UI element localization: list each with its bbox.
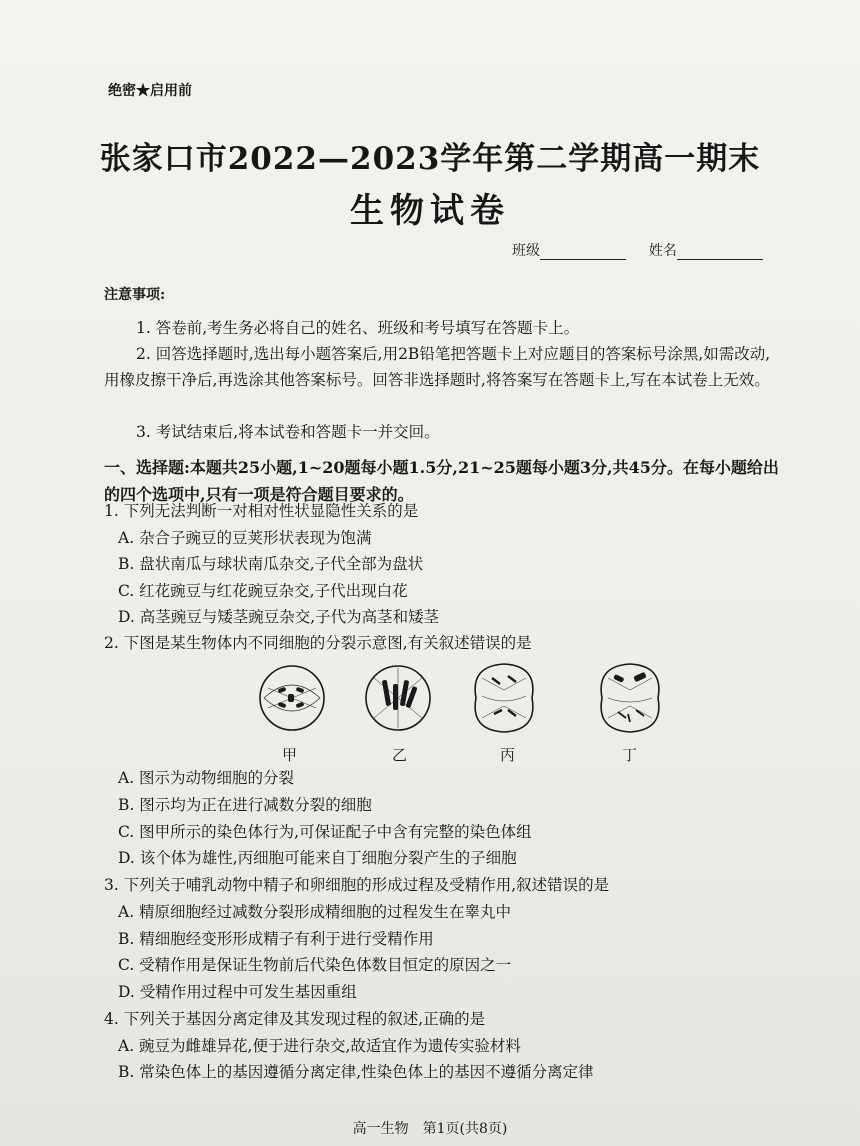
q3-option-b: B. 精细胞经变形形成精子有利于进行受精作用 [118,930,434,948]
question-1-stem: 1. 下列无法判断一对相对性状显隐性关系的是 [104,502,419,520]
note-item: 1. 答卷前,考生务必将自己的姓名、班级和考号填写在答题卡上。 [136,319,580,337]
q2-option-c: C. 图甲所示的染色体行为,可保证配子中含有完整的染色体组 [118,823,532,841]
cell-bing-diagram [475,664,533,732]
cell-ding-diagram [601,664,659,732]
exam-title: 张家口市2022—2023学年第二学期高一期末 [99,141,761,177]
figure-label-ding: 丁 [622,746,638,764]
notes-heading: 注意事项: [104,287,166,303]
name-label: 姓名 [648,243,677,259]
exam-subtitle: 生物试卷 [350,191,510,231]
q3-option-a: A. 精原细胞经过减数分裂形成精细胞的过程发生在睾丸中 [118,903,512,921]
class-blank[interactable] [540,243,626,260]
secret-label: 绝密★启用前 [108,83,192,99]
q3-option-d: D. 受精作用过程中可发生基因重组 [118,983,357,1001]
q2-option-b: B. 图示均为正在进行减数分裂的细胞 [118,796,372,814]
student-info-row [512,240,763,260]
figure-label-yi: 乙 [392,746,408,764]
q1-option-b: B. 盘状南瓜与球状南瓜杂交,子代全部为盘状 [118,555,424,573]
q1-option-c: C. 红花豌豆与红花豌豆杂交,子代出现白花 [118,582,408,600]
q1-option-a: A. 杂合子豌豆的豆荚形状表现为饱满 [118,529,372,547]
q4-option-a: A. 豌豆为雌雄异花,便于进行杂交,故适宜作为遗传实验材料 [118,1037,521,1055]
q2-option-a: A. 图示为动物细胞的分裂 [118,769,295,787]
note-item: 2. 回答选择题时,选出每小题答案后,用2B铅笔把答题卡上对应题目的答案标号涂黑,如需改动,用橡皮擦干净后,再选涂其他答案标号。回答非选择题时,将答案写在答题卡上,写在本试卷上无效。 [104,345,771,389]
note-item: 3. 考试结束后,将本试卷和答题卡一并交回。 [136,423,440,441]
question-3-stem: 3. 下列关于哺乳动物中精子和卵细胞的形成过程及受精作用,叙述错误的是 [104,876,610,894]
q3-option-c: C. 受精作用是保证生物前后代染色体数目恒定的原因之一 [118,956,512,974]
figure-label-bing: 丙 [500,746,516,764]
q1-option-d: D. 高茎豌豆与矮茎豌豆杂交,子代为高茎和矮茎 [118,608,440,626]
cell-division-figure [250,648,690,748]
class-label: 班级 [512,243,540,259]
page-footer: 高一生物 第1页(共8页) [352,1121,508,1137]
q2-option-d: D. 该个体为雄性,丙细胞可能来自丁细胞分裂产生的子细胞 [118,849,517,867]
name-blank[interactable] [677,243,763,260]
section-heading: 一、选择题:本题共25小题,1~20题每小题1.5分,21~25题每小题3分,共45分。在每小题给出的四个选项中,只有一项是符合题目要求的。 [104,458,779,504]
cell-jia-diagram [260,666,324,730]
cell-yi-diagram [366,666,430,730]
figure-label-jia: 甲 [282,746,298,764]
q4-option-b: B. 常染色体上的基因遵循分离定律,性染色体上的基因不遵循分离定律 [118,1063,594,1081]
question-2-stem: 2. 下图是某生物体内不同细胞的分裂示意图,有关叙述错误的是 [104,634,532,652]
question-4-stem: 4. 下列关于基因分离定律及其发现过程的叙述,正确的是 [104,1010,486,1028]
